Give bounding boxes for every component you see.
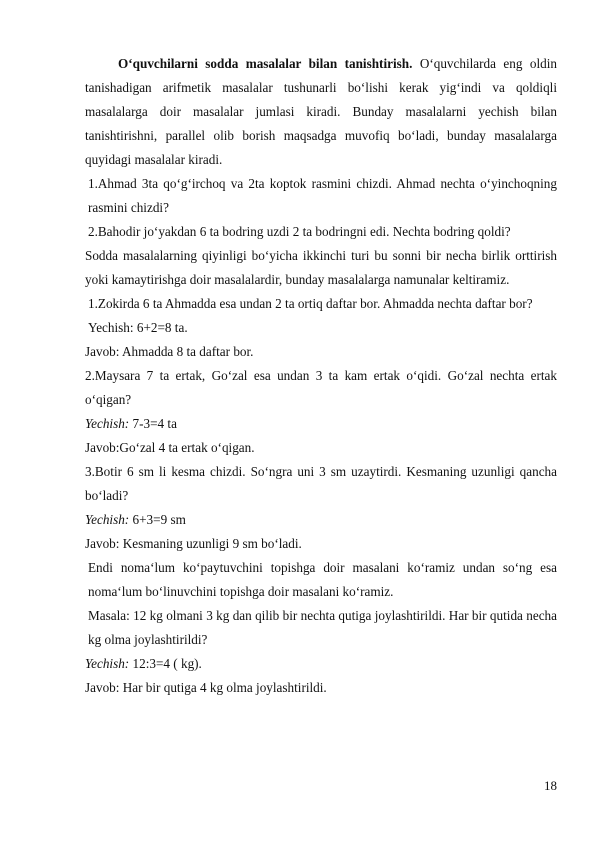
problem-3-answer: Javob: Kesmaning uzunligi 9 sm bo‘ladi. [85,536,302,551]
division-problem-solution [85,652,557,676]
problem-2-answer: Javob:Go‘zal 4 ta ertak o‘qigan. [85,440,255,455]
problem-3-solution [85,508,557,532]
solution-label: Yechish: [85,656,130,671]
solution-value: 7-3=4 ta [132,416,177,431]
solution-value: 6+3=9 sm [132,512,186,527]
example-2: 2.Bahodir jo‘yakdan 6 ta bodring uzdi 2 ta bodringni edi. Nechta bodring qoldi? [88,224,511,239]
problem-1-question: 1.Zokirda 6 ta Ahmadda esa undan 2 ta ortiq daftar bor. Ahmadda nechta daftar bor? [88,296,533,311]
problem-1-answer: Javob: Ahmadda 8 ta daftar bor. [85,344,254,359]
division-problem-question: Masala: 12 kg olmani 3 kg dan qilib bir nechta qutiga joylashtirildi. Har bir qutida necha kg olma joylashtirildi? [88,608,557,647]
problem-3-question: 3.Botir 6 sm li kesma chizdi. So‘ngra uni 3 sm uzaytirdi. Kesmaning uzunligi qancha bo‘ladi? [85,464,557,503]
division-problem-answer: Javob: Har bir qutiga 4 kg olma joylashtirildi. [85,680,327,695]
solution-label: Yechish: [85,512,130,527]
division-intro-paragraph: Endi noma‘lum ko‘paytuvchini topishga doir masalani ko‘ramiz undan so‘ng esa noma‘lum bo‘linuvchini topishga doir masalani ko‘ramiz. [88,560,557,599]
intro-paragraph [85,52,557,172]
document-page [85,52,557,700]
page-number: 18 [544,778,557,793]
example-1: 1.Ahmad 3ta qo‘g‘irchoq va 2ta koptok rasmini chizdi. Ahmad nechta o‘yinchoqning rasmini chizdi? [88,176,557,215]
problem-2-question: 2.Maysara 7 ta ertak, Go‘zal esa undan 3 ta kam ertak o‘qidi. Go‘zal nechta ertak o‘qigan? [85,368,557,407]
solution-value: 6+2=8 ta. [136,320,188,335]
complex-intro-paragraph: Sodda masalalarning qiyinligi bo‘yicha ikkinchi turi bu sonni bir necha birlik orttirish yoki kamaytirishga doir masalalardir, bunday masalalarga namunalar keltiramiz. [85,248,557,287]
solution-value: 12:3=4 ( kg). [132,656,202,671]
problem-2-solution [85,412,557,436]
section-heading: O‘quvchilarni sodda masalalar bilan tanishtirish. [118,56,413,71]
intro-text: O‘quvchilarda eng oldin tanishadigan arifmetik masalalar tushunarli bo‘lishi kerak yig‘indi va qoldiqli masalalarga doir masalalar jumlasi kiradi. Bunday masalalarni yechish bilan tanishtirishni, parallel olib borish maqsadga muvofiq bo‘ladi, bunday masalalarga quyidagi masalalar kiradi. [85,56,557,167]
solution-label: Yechish: [85,416,130,431]
solution-label: Yechish: [88,320,134,335]
problem-1-solution [85,316,557,340]
